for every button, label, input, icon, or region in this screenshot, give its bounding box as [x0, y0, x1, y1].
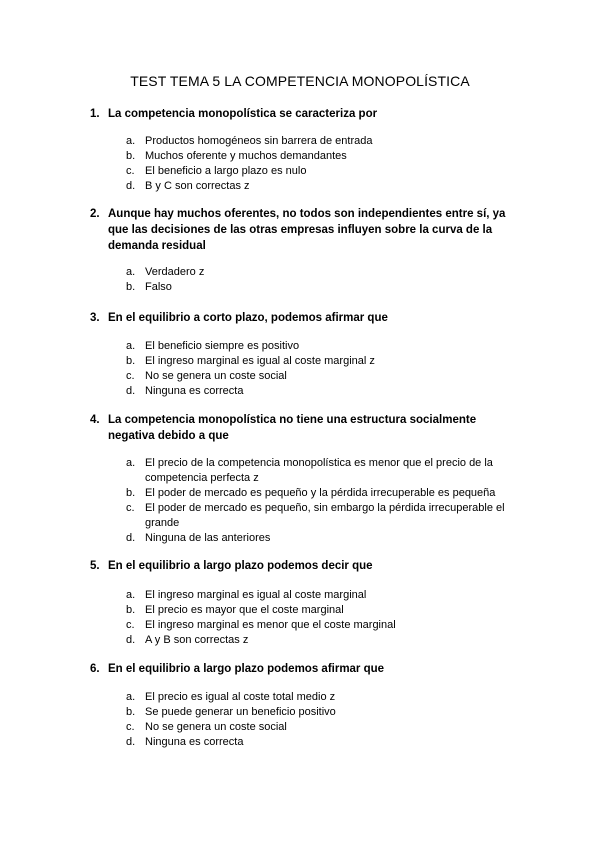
option-letter: a. [126, 457, 136, 469]
option-item [126, 179, 526, 194]
option-text: El ingreso marginal es menor que el coste marginal [145, 619, 396, 631]
option-letter: a. [126, 340, 136, 352]
question-text: La competencia monopolística se caracteriza por [108, 108, 378, 120]
option-item [126, 280, 526, 295]
question-4-options [126, 456, 526, 546]
option-text: Ninguna de las anteriores [145, 532, 271, 544]
option-item [126, 265, 526, 280]
option-text: El precio es igual al coste total medio z [145, 691, 336, 703]
option-item [126, 588, 526, 603]
document-title: TEST TEMA 5 LA COMPETENCIA MONOPOLÍSTICA [130, 73, 470, 89]
option-letter: b. [126, 355, 136, 367]
option-text: El precio es mayor que el coste marginal [145, 604, 344, 616]
option-letter: d. [126, 736, 136, 748]
question-5 [90, 558, 520, 574]
option-text: No se genera un coste social [145, 370, 287, 382]
question-number: 3. [90, 312, 100, 324]
option-text: El precio de la competencia monopolística es menor que el precio de la competencia perfecta z [145, 457, 493, 484]
option-item [126, 339, 526, 354]
option-item [126, 705, 526, 720]
option-text: Muchos oferente y muchos demandantes [145, 150, 347, 162]
option-text: Productos homogéneos sin barrera de entrada [145, 135, 373, 147]
question-text: En el equilibrio a largo plazo podemos decir que [108, 560, 373, 572]
question-text: En el equilibrio a corto plazo, podemos afirmar que [108, 312, 388, 324]
option-letter: b. [126, 487, 136, 499]
question-number: 5. [90, 560, 100, 572]
option-item [126, 354, 526, 369]
option-item [126, 690, 526, 705]
question-5-options [126, 588, 526, 648]
question-number: 4. [90, 414, 100, 426]
option-item [126, 369, 526, 384]
option-letter: b. [126, 706, 136, 718]
option-item [126, 164, 526, 179]
option-letter: a. [126, 691, 136, 703]
question-number: 1. [90, 108, 100, 120]
option-letter: d. [126, 532, 136, 544]
option-item [126, 735, 526, 750]
option-text: El poder de mercado es pequeño, sin embargo la pérdida irrecuperable el grande [145, 502, 505, 529]
option-item [126, 456, 526, 486]
question-4 [90, 412, 520, 444]
option-letter: d. [126, 385, 136, 397]
option-text: Verdadero z [145, 266, 205, 278]
option-letter: b. [126, 604, 136, 616]
option-item [126, 633, 526, 648]
question-text: En el equilibrio a largo plazo podemos afirmar que [108, 663, 385, 675]
question-text: Aunque hay muchos oferentes, no todos son independientes entre sí, ya que las decisiones de las otras empresas influyen sobre la curva de la demanda residual [108, 208, 506, 252]
question-number: 6. [90, 663, 100, 675]
option-text: Falso [145, 281, 172, 293]
question-3-options [126, 339, 526, 399]
question-1-options [126, 134, 526, 194]
option-letter: d. [126, 634, 136, 646]
option-letter: b. [126, 150, 136, 162]
option-text: El poder de mercado es pequeño y la pérdida irrecuperable es pequeña [145, 487, 496, 499]
option-text: El beneficio a largo plazo es nulo [145, 165, 307, 177]
question-text: La competencia monopolística no tiene una estructura socialmente negativa debido a que [108, 414, 477, 442]
option-letter: a. [126, 266, 136, 278]
question-2-options [126, 265, 526, 295]
option-letter: a. [126, 589, 136, 601]
question-6 [90, 661, 520, 677]
option-text: A y B son correctas z [145, 634, 249, 646]
question-2 [90, 206, 520, 254]
option-text: No se genera un coste social [145, 721, 287, 733]
option-item [126, 384, 526, 399]
option-item [126, 501, 526, 531]
option-item [126, 486, 526, 501]
option-item [126, 720, 526, 735]
option-letter: c. [126, 619, 135, 631]
option-text: El ingreso marginal es igual al coste marginal [145, 589, 367, 601]
option-letter: b. [126, 281, 136, 293]
option-text: Ninguna es correcta [145, 385, 244, 397]
option-letter: c. [126, 502, 135, 514]
option-text: B y C son correctas z [145, 180, 250, 192]
option-item [126, 603, 526, 618]
option-text: Ninguna es correcta [145, 736, 244, 748]
option-text: El ingreso marginal es igual al coste marginal z [145, 355, 375, 367]
option-text: Se puede generar un beneficio positivo [145, 706, 336, 718]
option-item [126, 134, 526, 149]
question-6-options [126, 690, 526, 750]
option-item [126, 149, 526, 164]
option-item [126, 618, 526, 633]
question-1 [90, 106, 520, 122]
option-item [126, 531, 526, 546]
option-letter: c. [126, 721, 135, 733]
option-letter: a. [126, 135, 136, 147]
option-letter: c. [126, 165, 135, 177]
option-letter: d. [126, 180, 136, 192]
option-letter: c. [126, 370, 135, 382]
question-number: 2. [90, 208, 100, 220]
question-3 [90, 310, 520, 326]
option-text: El beneficio siempre es positivo [145, 340, 300, 352]
